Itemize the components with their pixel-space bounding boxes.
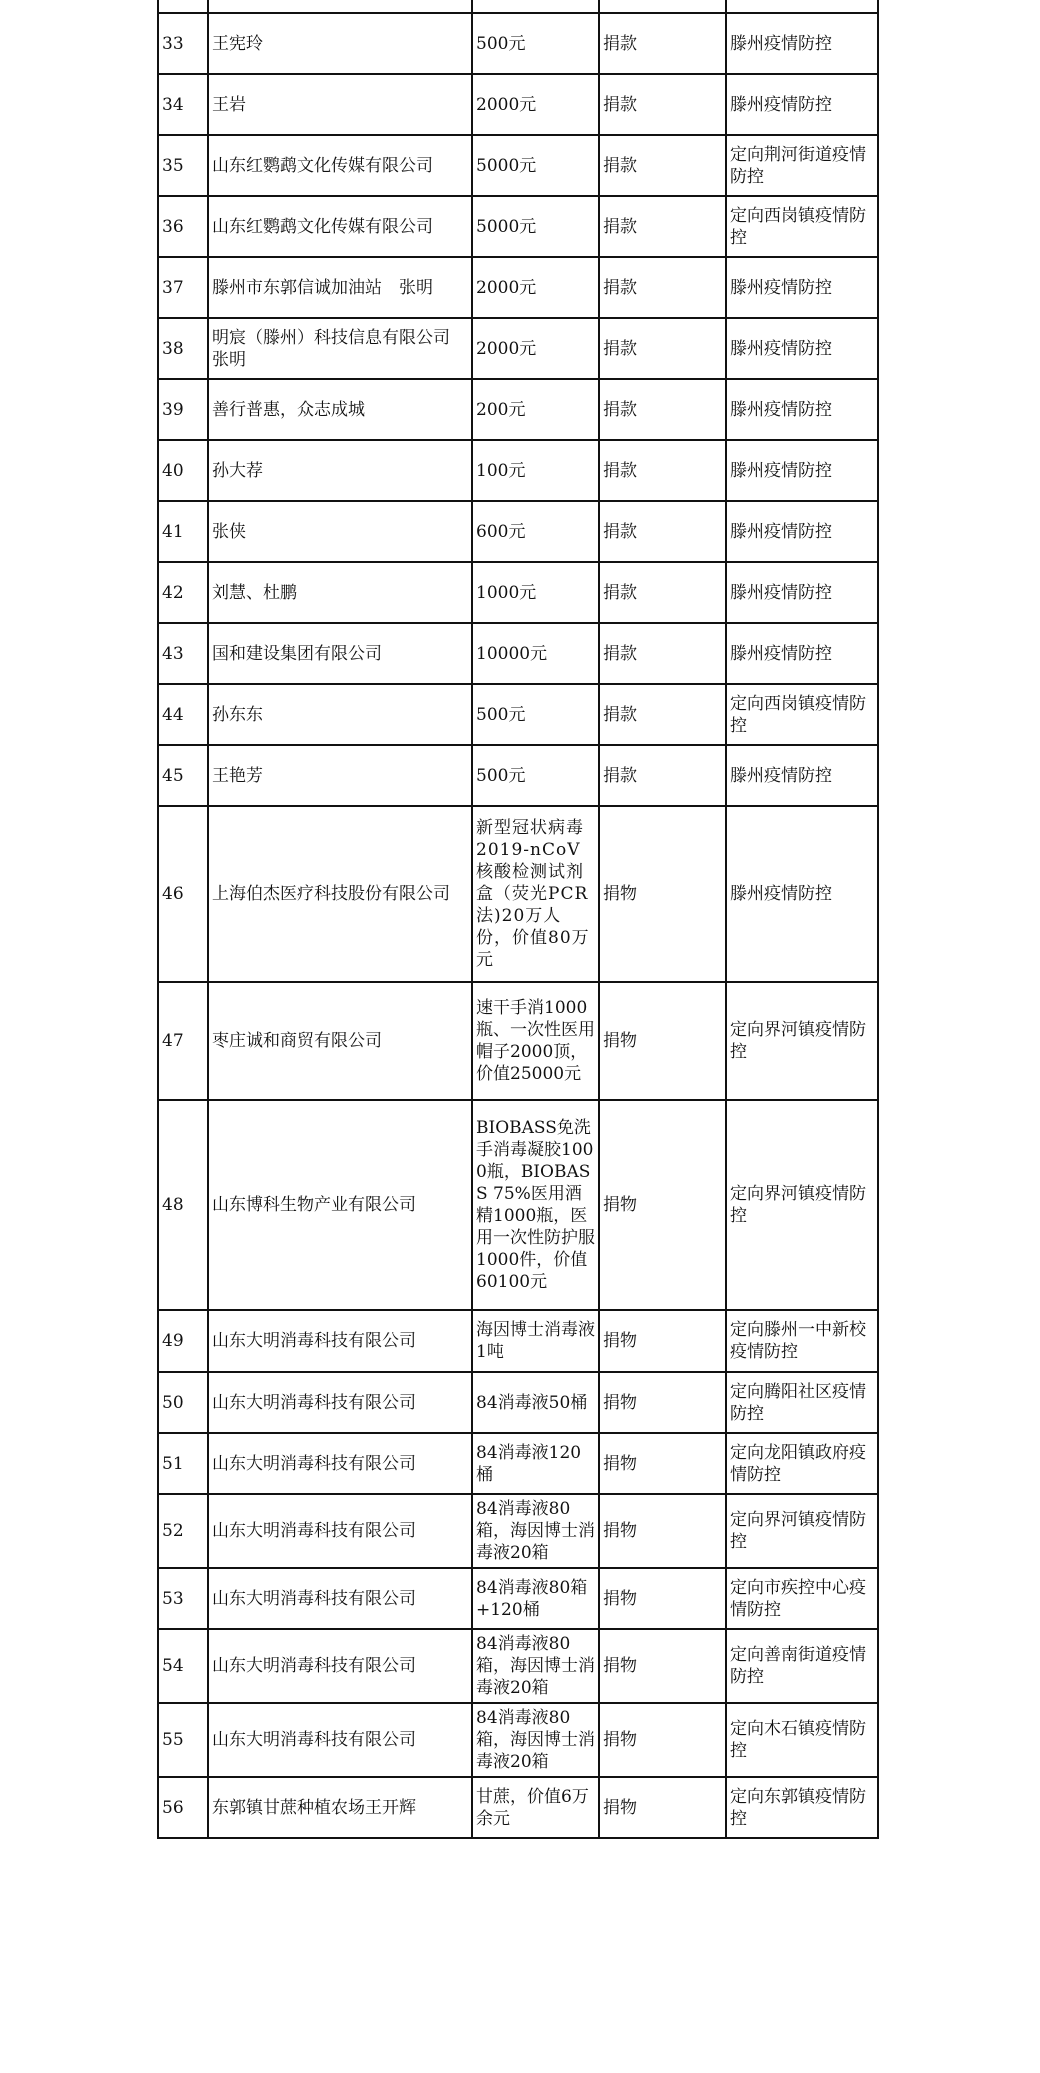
table-row <box>158 623 878 684</box>
row-number: 42 <box>158 562 208 623</box>
donation-content: 100元 <box>472 440 599 501</box>
donation-type: 捐款 <box>599 501 726 562</box>
donation-type: 捐物 <box>599 1629 726 1703</box>
row-number: 39 <box>158 379 208 440</box>
donation-purpose: 定向东郭镇疫情防控 <box>726 1777 878 1838</box>
donation-purpose: 滕州疫情防控 <box>726 745 878 806</box>
donor-name: 王宪玲 <box>208 13 472 74</box>
row-number: 35 <box>158 135 208 196</box>
donor-name: 滕州市东郭信诚加油站 张明 <box>208 257 472 318</box>
table-row <box>158 1310 878 1372</box>
donation-purpose: 滕州疫情防控 <box>726 440 878 501</box>
donation-content: 84消毒液80箱+120桶 <box>472 1568 599 1629</box>
donation-purpose: 滕州疫情防控 <box>726 501 878 562</box>
row-number: 37 <box>158 257 208 318</box>
donation-type: 捐物 <box>599 1100 726 1310</box>
row-number: 54 <box>158 1629 208 1703</box>
donor-name: 山东大明消毒科技有限公司 <box>208 1372 472 1433</box>
table-row <box>158 1703 878 1777</box>
donation-content: 10000元 <box>472 623 599 684</box>
donation-content: 5000元 <box>472 196 599 257</box>
table-row <box>158 1494 878 1568</box>
row-number: 41 <box>158 501 208 562</box>
donation-table <box>157 0 879 1839</box>
donation-content: 新型冠状病毒2019-nCoV核酸检测试剂盒（荧光PCR法)20万人份，价值80万元 <box>472 806 599 982</box>
row-number: 48 <box>158 1100 208 1310</box>
donation-purpose: 滕州疫情防控 <box>726 13 878 74</box>
table-row <box>158 135 878 196</box>
donor-name: 山东大明消毒科技有限公司 <box>208 1494 472 1568</box>
donor-name: 山东大明消毒科技有限公司 <box>208 1433 472 1494</box>
donation-content: 84消毒液80箱，海因博士消毒液20箱 <box>472 1494 599 1568</box>
donation-content: 84消毒液50桶 <box>472 1372 599 1433</box>
donor-name: 善行普惠，众志成城 <box>208 379 472 440</box>
donation-type: 捐款 <box>599 745 726 806</box>
row-number: 56 <box>158 1777 208 1838</box>
donation-type: 捐物 <box>599 1310 726 1372</box>
table-row <box>158 379 878 440</box>
table-row <box>158 1433 878 1494</box>
donation-type: 捐物 <box>599 1494 726 1568</box>
donation-type: 捐款 <box>599 684 726 745</box>
table-row <box>158 745 878 806</box>
donation-content: 500元 <box>472 13 599 74</box>
donation-purpose: 滕州疫情防控 <box>726 806 878 982</box>
donation-content: 2000元 <box>472 257 599 318</box>
donation-purpose: 定向善南街道疫情防控 <box>726 1629 878 1703</box>
donation-content: 2000元 <box>472 74 599 135</box>
row-number: 34 <box>158 74 208 135</box>
donation-content: 速干手消1000瓶、一次性医用帽子2000顶，价值25000元 <box>472 982 599 1100</box>
row-number: 36 <box>158 196 208 257</box>
donor-name: 山东大明消毒科技有限公司 <box>208 1568 472 1629</box>
donor-name: 山东红鹦鹉文化传媒有限公司 <box>208 135 472 196</box>
donation-content: 200元 <box>472 379 599 440</box>
donation-type: 捐物 <box>599 1433 726 1494</box>
donor-name: 张侠 <box>208 501 472 562</box>
donation-type: 捐款 <box>599 562 726 623</box>
donation-content: BIOBASS免洗手消毒凝胶1000瓶，BIOBASS 75%医用酒精1000瓶，医用一次性防护服1000件，价值60100元 <box>472 1100 599 1310</box>
row-number: 40 <box>158 440 208 501</box>
donation-purpose: 定向界河镇疫情防控 <box>726 1494 878 1568</box>
table-row-top-fragment <box>158 0 878 13</box>
donor-name: 上海伯杰医疗科技股份有限公司 <box>208 806 472 982</box>
donor-name: 山东大明消毒科技有限公司 <box>208 1629 472 1703</box>
donor-name: 国和建设集团有限公司 <box>208 623 472 684</box>
donation-content: 2000元 <box>472 318 599 379</box>
table-row <box>158 257 878 318</box>
donation-type: 捐物 <box>599 1777 726 1838</box>
donation-content: 84消毒液120桶 <box>472 1433 599 1494</box>
row-number: 50 <box>158 1372 208 1433</box>
donation-purpose: 定向西岗镇疫情防控 <box>726 196 878 257</box>
donation-content: 5000元 <box>472 135 599 196</box>
table-row <box>158 74 878 135</box>
row-number: 53 <box>158 1568 208 1629</box>
donation-type: 捐款 <box>599 74 726 135</box>
table-row <box>158 501 878 562</box>
donor-name: 东郭镇甘蔗种植农场王开辉 <box>208 1777 472 1838</box>
donor-name: 孙东东 <box>208 684 472 745</box>
row-number: 52 <box>158 1494 208 1568</box>
donation-content: 84消毒液80箱，海因博士消毒液20箱 <box>472 1703 599 1777</box>
donor-name: 孙大荐 <box>208 440 472 501</box>
donation-purpose: 定向界河镇疫情防控 <box>726 1100 878 1310</box>
donation-type: 捐款 <box>599 623 726 684</box>
row-number: 46 <box>158 806 208 982</box>
donation-type: 捐款 <box>599 13 726 74</box>
donation-purpose: 定向木石镇疫情防控 <box>726 1703 878 1777</box>
donor-name: 枣庄诚和商贸有限公司 <box>208 982 472 1100</box>
table-row <box>158 440 878 501</box>
donation-purpose: 滕州疫情防控 <box>726 562 878 623</box>
donation-type: 捐款 <box>599 135 726 196</box>
table-row <box>158 13 878 74</box>
donation-purpose: 定向滕州一中新校疫情防控 <box>726 1310 878 1372</box>
donation-type: 捐物 <box>599 982 726 1100</box>
donation-purpose: 滕州疫情防控 <box>726 623 878 684</box>
donor-name: 明宸（滕州）科技信息有限公司 张明 <box>208 318 472 379</box>
donation-purpose: 滕州疫情防控 <box>726 74 878 135</box>
row-number: 47 <box>158 982 208 1100</box>
donation-purpose: 滕州疫情防控 <box>726 379 878 440</box>
row-number: 38 <box>158 318 208 379</box>
donation-content: 84消毒液80箱，海因博士消毒液20箱 <box>472 1629 599 1703</box>
donation-type: 捐物 <box>599 806 726 982</box>
donor-name: 刘慧、杜鹏 <box>208 562 472 623</box>
donation-content: 甘蔗，价值6万余元 <box>472 1777 599 1838</box>
row-number: 44 <box>158 684 208 745</box>
donation-type: 捐款 <box>599 196 726 257</box>
row-number: 45 <box>158 745 208 806</box>
donor-name: 山东大明消毒科技有限公司 <box>208 1703 472 1777</box>
donation-purpose: 定向荆河街道疫情防控 <box>726 135 878 196</box>
donation-purpose: 定向西岗镇疫情防控 <box>726 684 878 745</box>
donation-purpose: 定向腾阳社区疫情防控 <box>726 1372 878 1433</box>
donation-purpose: 定向界河镇疫情防控 <box>726 982 878 1100</box>
table-row <box>158 318 878 379</box>
donor-name: 山东博科生物产业有限公司 <box>208 1100 472 1310</box>
donation-type: 捐物 <box>599 1372 726 1433</box>
table-row <box>158 1777 878 1838</box>
donor-name: 王艳芳 <box>208 745 472 806</box>
table-row <box>158 1629 878 1703</box>
donation-purpose: 滕州疫情防控 <box>726 257 878 318</box>
table-row <box>158 1100 878 1310</box>
donation-content: 600元 <box>472 501 599 562</box>
table-row <box>158 982 878 1100</box>
row-number: 51 <box>158 1433 208 1494</box>
donation-type: 捐款 <box>599 257 726 318</box>
row-number: 43 <box>158 623 208 684</box>
donation-type: 捐款 <box>599 440 726 501</box>
table-row <box>158 1568 878 1629</box>
donor-name: 山东红鹦鹉文化传媒有限公司 <box>208 196 472 257</box>
donation-purpose: 定向龙阳镇政府疫情防控 <box>726 1433 878 1494</box>
donation-content: 500元 <box>472 684 599 745</box>
donation-type: 捐款 <box>599 318 726 379</box>
donation-type: 捐物 <box>599 1568 726 1629</box>
row-number: 55 <box>158 1703 208 1777</box>
table-row <box>158 806 878 982</box>
donor-name: 王岩 <box>208 74 472 135</box>
donation-type: 捐物 <box>599 1703 726 1777</box>
table-row <box>158 1372 878 1433</box>
table-row <box>158 684 878 745</box>
donation-purpose: 滕州疫情防控 <box>726 318 878 379</box>
table-row <box>158 562 878 623</box>
donor-name: 山东大明消毒科技有限公司 <box>208 1310 472 1372</box>
donation-type: 捐款 <box>599 379 726 440</box>
row-number: 33 <box>158 13 208 74</box>
table-row <box>158 196 878 257</box>
donation-purpose: 定向市疾控中心疫情防控 <box>726 1568 878 1629</box>
donation-content: 1000元 <box>472 562 599 623</box>
donation-content: 海因博士消毒液1吨 <box>472 1310 599 1372</box>
donation-content: 500元 <box>472 745 599 806</box>
row-number: 49 <box>158 1310 208 1372</box>
